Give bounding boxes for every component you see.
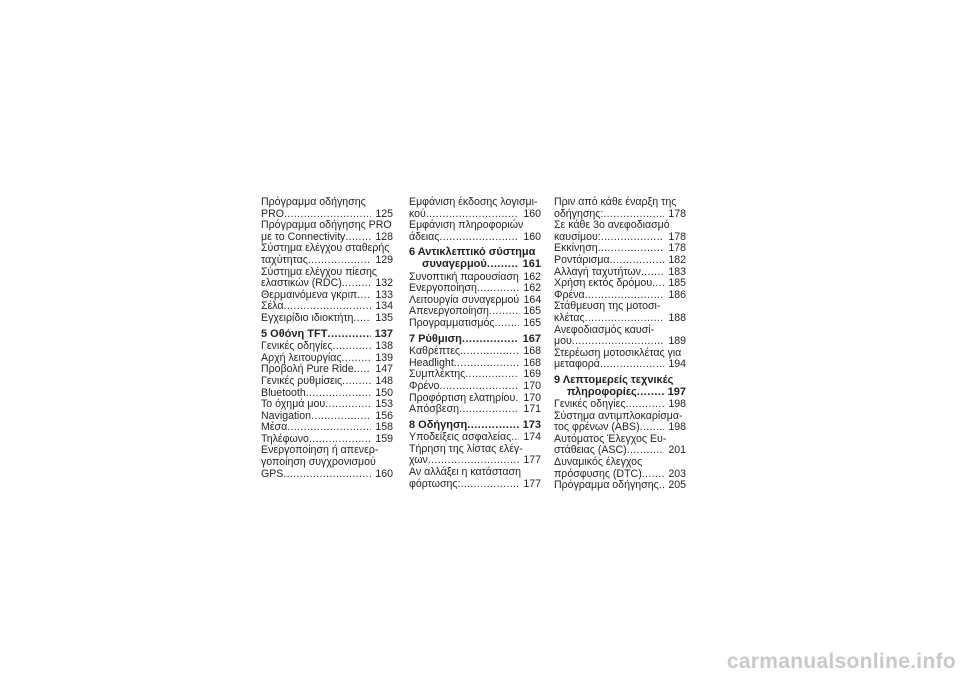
- toc-page-number: 171: [523, 403, 541, 416]
- toc-entry-title-line: χων: [409, 454, 428, 467]
- toc-entry-title-line: καυσίμου:: [554, 230, 601, 243]
- toc-entry: [261, 313, 393, 325]
- dot-leader: [325, 399, 371, 411]
- toc-page-number: 182: [668, 253, 686, 266]
- toc-page-number: 197: [667, 385, 686, 398]
- toc-entry: [409, 283, 541, 295]
- toc-entry: [261, 267, 393, 290]
- toc-entry-title-line: κού: [409, 207, 426, 220]
- toc-page-number: 201: [668, 444, 686, 457]
- dot-leader: [600, 359, 664, 371]
- toc-entry-title-line: Εμφάνιση πληροφοριών: [409, 219, 524, 232]
- dot-leader: [637, 387, 664, 399]
- toc-entry: [409, 444, 541, 467]
- watermark-text: carmanualsonline.info: [726, 650, 956, 673]
- dot-leader: [439, 381, 519, 393]
- toc-entry: [554, 480, 686, 492]
- toc-page-number: 205: [668, 479, 686, 492]
- toc-entry: [409, 197, 541, 220]
- toc-page-number: 174: [523, 431, 541, 444]
- toc-entry: [554, 197, 686, 220]
- dot-leader: [308, 255, 371, 267]
- toc-page-number: 162: [523, 270, 541, 283]
- toc-page-number: 153: [375, 398, 393, 411]
- toc-entry-title-line: 8 Οδήγηση: [409, 418, 468, 431]
- toc-entry-title-line: Τηλέφωνο: [261, 432, 309, 445]
- toc-entry-title-line: Γενικές οδηγίες: [261, 340, 333, 353]
- dot-leader: [477, 283, 519, 295]
- toc-page-number: 161: [522, 257, 541, 270]
- toc-page-number: 170: [523, 379, 541, 392]
- dot-leader: [585, 313, 664, 325]
- toc-entry-title-line: Θερμαινόμενα γκριπ: [261, 288, 358, 301]
- toc-page-number: 129: [375, 253, 393, 266]
- dot-leader: [459, 404, 519, 416]
- toc-page-number: 162: [523, 282, 541, 295]
- dot-leader: [601, 232, 664, 244]
- dot-leader: [465, 369, 519, 381]
- dot-leader: [572, 336, 664, 348]
- toc-page-number: 147: [375, 363, 393, 376]
- toc-entry-title-line: Προβολή Pure Ride: [261, 363, 354, 376]
- toc-entry: [554, 434, 686, 457]
- toc-entry-title-line: μου: [554, 335, 572, 348]
- toc-entry-title-line: με το Connectivity: [261, 230, 346, 243]
- toc-entry-title-line: Πριν από κάθε έναρξη της: [554, 196, 677, 208]
- toc-entry-title-line: Συνοπτική παρουσίαση: [409, 270, 519, 283]
- toc-entry: [554, 278, 686, 290]
- toc-entry-title-line: άδειας: [409, 230, 440, 243]
- toc-page-number: 128: [375, 230, 393, 243]
- toc-page-number: 170: [523, 391, 541, 404]
- toc-page-number: 168: [523, 356, 541, 369]
- toc-entry-title-line: Το όχημά μου: [261, 398, 326, 411]
- toc-entry-title-line: Στερέωση μοτοσικλέτας για: [554, 346, 682, 359]
- toc-entry-title-line: PRO: [261, 207, 284, 220]
- toc-entry-title-line: 9 Λεπτομερείς τεχνικές: [554, 373, 674, 386]
- toc-entry-title-line: Γενικές οδηγίες: [554, 398, 626, 411]
- toc-entry-title-line: Χρήση εκτός δρόμου: [554, 277, 653, 290]
- toc-entry-title-line: φόρτωσης:: [409, 477, 461, 490]
- toc-entry-title-line: πληροφορίες: [567, 385, 637, 398]
- dot-leader: [353, 313, 371, 325]
- toc-page-number: 158: [375, 421, 393, 434]
- toc-entry-title-line: Σε κάθε 3ο ανεφοδιασμό: [554, 219, 670, 232]
- toc-entry-title-line: Αυτόματος Έλεγχος Ευ-: [554, 432, 667, 445]
- toc-entry: [261, 197, 393, 220]
- toc-page-number: 138: [375, 340, 393, 353]
- toc-entry-title-line: Αν αλλάξει η κατάσταση: [409, 466, 521, 479]
- toc-page-number: 188: [668, 311, 686, 324]
- toc-page-number: 167: [522, 332, 541, 345]
- toc-chapter-heading: [554, 375, 686, 398]
- toc-entry-title-line: Σύστημα ελέγχου πίεσης: [261, 265, 377, 278]
- toc-page-number: 198: [668, 421, 686, 434]
- toc-entry-title-line: Navigation: [261, 409, 312, 422]
- toc-entry: [409, 381, 541, 393]
- dot-leader: [439, 232, 519, 244]
- toc-entry-title-line: Headlight: [409, 356, 454, 369]
- toc-entry-title-line: ελαστικών (RDC): [261, 277, 342, 290]
- toc-entry-title-line: Σύστημα αντιμπλοκαρίσμα-: [554, 409, 683, 422]
- toc-entry-title-line: Συμπλέκτης: [409, 368, 466, 381]
- toc-entry-title-line: Ενεργοποίηση: [409, 282, 477, 295]
- toc-entry-title-line: ταχύτητας: [261, 253, 308, 266]
- toc-entry-title-line: Λειτουργία συναγερμού: [409, 293, 520, 306]
- dot-leader: [487, 259, 519, 271]
- dot-leader: [467, 420, 518, 432]
- dot-leader: [495, 318, 519, 330]
- toc-entry: [261, 376, 393, 388]
- toc-entry-title-line: Καθρέπτες: [409, 345, 461, 358]
- toc-entry-title-line: Υποδείξεις ασφαλείας: [409, 431, 512, 444]
- toc-entry-title-line: οδήγησης:: [554, 207, 604, 220]
- toc-entry-title-line: Γενικές ρυθμίσεις: [261, 374, 343, 387]
- toc-entry-title-line: 5 Οθόνη TFT: [261, 327, 328, 340]
- toc-page-number: 183: [668, 265, 686, 278]
- toc-entry-title-line: Αρχή λειτουργίας: [261, 351, 342, 364]
- toc-entry: [261, 341, 393, 353]
- toc-entry-title-line: Σέλα: [261, 300, 284, 313]
- toc-entry: [554, 411, 686, 434]
- toc-entry: [554, 399, 686, 411]
- toc-entry: [409, 346, 541, 358]
- toc-page-number: 148: [375, 374, 393, 387]
- toc-page-number: 178: [668, 230, 686, 243]
- toc-entry-title-line: Πρόγραμμα οδήγησης PRO: [261, 219, 392, 232]
- toc-page-number: 173: [522, 418, 541, 431]
- toc-page-number: 159: [375, 432, 393, 445]
- toc-page-number: 160: [523, 207, 541, 220]
- toc-entry-title-line: Απόσβεση: [409, 403, 460, 416]
- toc-entry-title-line: GPS: [261, 467, 284, 480]
- toc-entry-title-line: Προγραμματισμός: [409, 316, 495, 329]
- toc-page-number: 132: [375, 277, 393, 290]
- toc-entry-title-line: μεταφορά: [554, 358, 600, 371]
- dot-leader: [357, 290, 371, 302]
- toc-entry: [554, 457, 686, 480]
- toc-entry-title-line: Σύστημα ελέγχου σταθερής: [261, 242, 390, 255]
- toc-chapter-heading: [409, 334, 541, 346]
- toc-entry-title-line: Τήρηση της λίστας ελέγ-: [409, 442, 523, 455]
- toc-entry-title-line: Εκκίνηση: [554, 242, 598, 255]
- dot-leader: [460, 479, 519, 491]
- toc-entry: [554, 325, 686, 348]
- toc-chapter-heading: [409, 420, 541, 432]
- dot-leader: [460, 346, 519, 358]
- toc-page-number: 189: [668, 335, 686, 348]
- toc-column-1: [261, 197, 393, 480]
- toc-entry-title-line: Αλλαγή ταχυτήτων: [554, 265, 641, 278]
- dot-leader: [354, 364, 371, 376]
- dot-leader: [283, 469, 371, 481]
- toc-page-number: 194: [668, 358, 686, 371]
- toc-entry-title-line: Ροντάρισμα: [554, 253, 610, 266]
- toc-entry-title-line: Μέσα: [261, 421, 288, 434]
- toc-column-2: [409, 197, 541, 490]
- toc-entry-title-line: Εμφάνιση έκδοσης λογισμι-: [409, 196, 538, 208]
- toc-entry-title-line: Πρόγραμμα οδήγησης: [261, 196, 366, 208]
- toc-entry: [409, 467, 541, 490]
- toc-entry: [554, 348, 686, 371]
- toc-entry: [261, 243, 393, 266]
- toc-entry-title-line: Bluetooth: [261, 386, 306, 399]
- dot-leader: [327, 329, 370, 341]
- toc-entry-title-line: Πρόγραμμα οδήγησης: [554, 479, 659, 492]
- toc-entry-title-line: κλέτας: [554, 311, 585, 324]
- toc-page-number: 160: [375, 467, 393, 480]
- toc-entry: [409, 318, 541, 330]
- toc-page-number: 178: [668, 207, 686, 220]
- toc-page-number: 168: [523, 345, 541, 358]
- toc-page-number: 150: [375, 386, 393, 399]
- dot-leader: [311, 411, 371, 423]
- toc-page-number: 164: [523, 293, 542, 306]
- toc-entry-title-line: Προφόρτιση ελατηρίου: [409, 391, 516, 404]
- toc-entry-title-line: πρόσφυσης (DTC): [554, 467, 642, 480]
- dot-leader: [462, 334, 519, 346]
- toc-page-number: 165: [523, 305, 541, 318]
- toc-page-number: 160: [523, 230, 541, 243]
- toc-chapter-heading: [261, 329, 393, 341]
- toc-entry-title-line: τος φρένων (ABS): [554, 421, 640, 434]
- toc-entry-title-line: Φρένα: [554, 288, 585, 301]
- toc-entry-title-line: 6 Αντικλεπτικό σύστημα: [409, 246, 536, 259]
- toc-entry-title-line: στάθειας (ASC): [554, 444, 627, 457]
- toc-page-number: 133: [375, 288, 393, 301]
- toc-page-number: 203: [668, 467, 686, 480]
- toc-page-number: 137: [374, 327, 393, 340]
- toc-page-number: 186: [668, 288, 686, 301]
- dot-leader: [625, 399, 664, 411]
- toc-page-number: 135: [375, 311, 393, 324]
- toc-entry-title-line: Φρένο: [409, 379, 440, 392]
- toc-entry: [409, 404, 541, 416]
- toc-entry: [261, 445, 393, 480]
- toc-page-number: 185: [668, 277, 686, 290]
- toc-page-number: 177: [523, 477, 541, 490]
- toc-page-number: 178: [668, 242, 686, 255]
- toc-chapter-heading: [409, 247, 541, 270]
- toc-entry-title-line: Ανεφοδιασμός καυσί-: [554, 323, 655, 336]
- toc-page-number: 125: [375, 207, 393, 220]
- toc-entry: [409, 220, 541, 243]
- dot-leader: [342, 278, 371, 290]
- toc-entry-title-line: Εγχειρίδιο ιδιοκτήτη: [261, 311, 354, 324]
- dot-leader: [610, 255, 664, 267]
- toc-page-number: 169: [523, 368, 541, 381]
- toc-entry-title-line: Δυναμικός έλεγχος: [554, 456, 643, 469]
- toc-page-number: 139: [375, 351, 393, 364]
- toc-entry-title-line: 7 Ρύθμιση: [409, 332, 462, 345]
- toc-page-number: 134: [375, 300, 393, 313]
- dot-leader: [332, 341, 371, 353]
- toc-entry-title-line: Ενεργοποίηση ή απενερ-: [261, 444, 379, 457]
- toc-page-number: 177: [523, 454, 541, 467]
- toc-entry-title-line: συναγερμού: [422, 257, 487, 270]
- toc-entry: [261, 220, 393, 243]
- toc-entry: [554, 220, 686, 243]
- toc-entry: [554, 255, 686, 267]
- toc-column-3: [554, 197, 686, 492]
- toc-entry: [261, 399, 393, 411]
- toc-entry-title-line: γοποίηση συγχρονισμού: [261, 456, 376, 469]
- toc-page-number: 198: [668, 398, 686, 411]
- toc-page-number: 165: [523, 316, 541, 329]
- toc-entry: [554, 301, 686, 324]
- toc-entry-title-line: Στάθμευση της μοτοσι-: [554, 300, 661, 313]
- toc-entry-title-line: Απενεργοποίηση: [409, 305, 489, 318]
- dot-leader: [652, 278, 664, 290]
- dot-leader: [342, 376, 371, 388]
- toc-page-number: 156: [375, 409, 393, 422]
